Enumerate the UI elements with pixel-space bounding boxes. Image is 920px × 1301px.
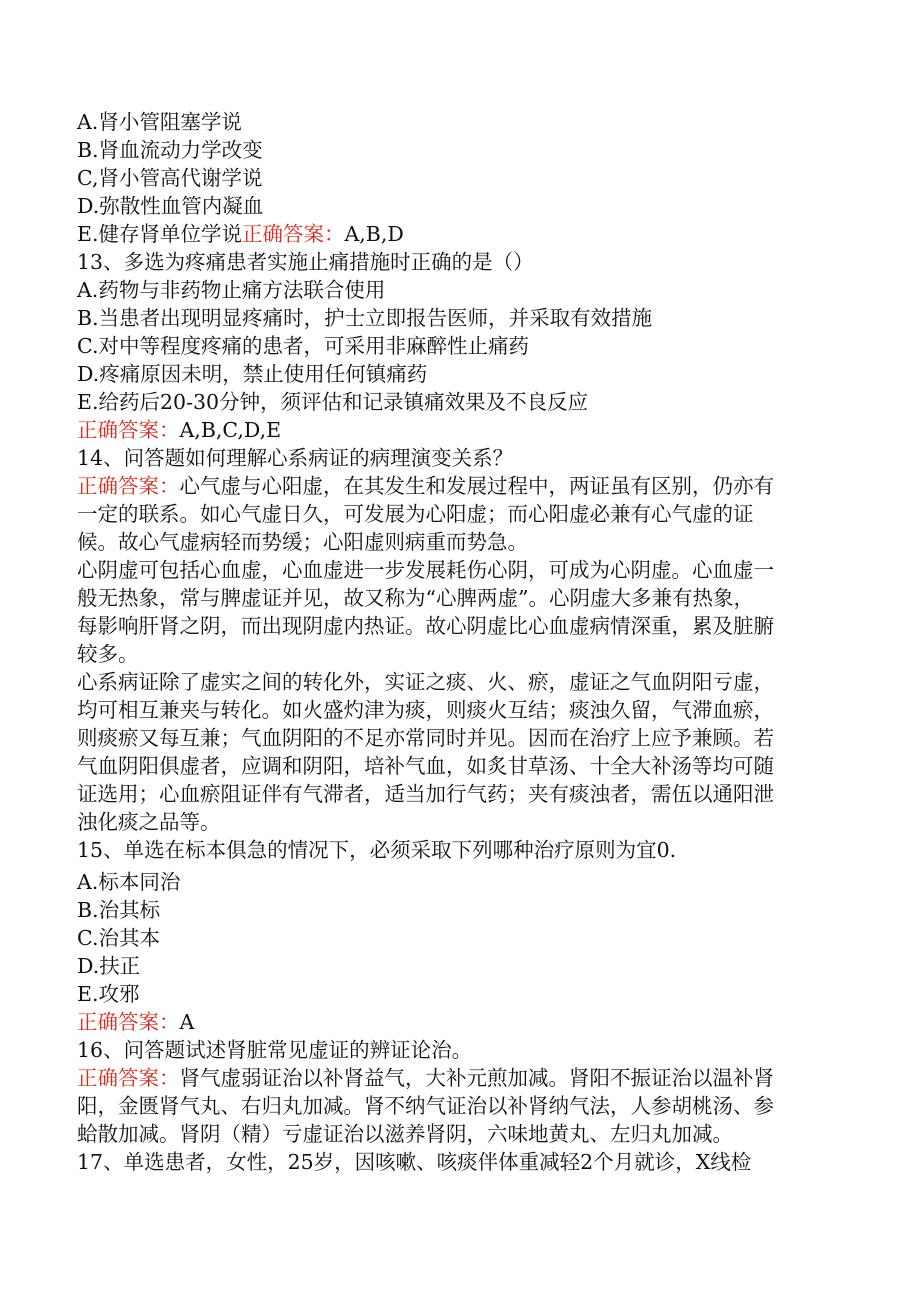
q13-answer-label: 正确答案： [77, 418, 180, 442]
q15-option-e: E.攻邪 [77, 982, 140, 1006]
q14-answer-text-1: 心气虚与心阳虚，在其发生和发展过程中，两证虽有区别，仍亦有 [179, 474, 774, 498]
q14-para3-line-6: 浊化痰之品等。 [77, 810, 221, 834]
q16-answer-line-1 [77, 1064, 837, 1092]
q14-para3-line-5: 证选用；心血瘀阻证伴有气滞者，适当加行气药；夹有痰浊者，需伍以通阳泄 [77, 782, 774, 806]
q14-para3-line-3: 则痰瘀又每互兼；气血阴阳的不足亦常同时并见。因而在治疗上应予兼顾。若 [77, 726, 774, 750]
q12-option-b: B.肾血流动力学改变 [77, 138, 263, 162]
q15-answer-value: A [179, 1010, 195, 1034]
q14-answer-line-2: 一定的联系。如心气虚日久，可发展为心阳虚；而心阳虚必兼有心气虚的证 [77, 502, 754, 526]
q14-para3-line-2: 均可相互兼夹与转化。如火盛灼津为痰，则痰火互结；痰浊久留，气滞血瘀， [77, 698, 774, 722]
q16-answer-line-2: 阳，金匮肾气丸、右归丸加减。肾不纳气证治以补肾纳气法，人参胡桃汤、参 [77, 1094, 774, 1118]
q12-answer-label: 正确答案： [241, 222, 345, 246]
q16-answer-line-3: 蛤散加减。肾阴（精）亏虚证治以滋养肾阴，六味地黄丸、左归丸加减。 [77, 1122, 733, 1146]
q15-answer [77, 1008, 837, 1036]
q12-option-e-line [77, 220, 837, 248]
q13-answer-value: A,B,C,D,E [179, 418, 282, 442]
q14-para2-line-4: 较多。 [77, 642, 139, 666]
q13-option-e: E.给药后20-30分钟，须评估和记录镇痛效果及不良反应 [77, 390, 589, 414]
q14-para2-line-1: 心阴虚可包括心血虚，心血虚进一步发展耗伤心阴，可成为心阴虚。心血虚一 [77, 558, 774, 582]
q15-option-a: A.标本同治 [77, 870, 181, 894]
q14-answer-label: 正确答案： [77, 474, 180, 498]
q15-option-c: C.治其本 [77, 926, 160, 950]
q16-answer-label: 正确答案： [77, 1066, 180, 1090]
q12-option-a: A.肾小管阻塞学说 [77, 110, 242, 134]
q13-title: 13、多选为疼痛患者实施止痛措施时正确的是（） [77, 250, 534, 274]
q14-answer-line-1 [77, 472, 837, 500]
q13-option-b: B.当患者出现明显疼痛时，护士立即报告医师，并采取有效措施 [77, 306, 653, 330]
q15-option-b: B.治其标 [77, 898, 161, 922]
q13-option-d: D.疼痛原因未明，禁止使用任何镇痛药 [77, 362, 428, 386]
q14-para3-line-1: 心系病证除了虚实之间的转化外，实证之痰、火、瘀，虚证之气血阴阳亏虚， [77, 670, 774, 694]
q16-answer-text-1: 肾气虚弱证治以补肾益气，大补元煎加减。肾阳不振证治以温补肾 [179, 1066, 774, 1090]
q15-title: 15、单选在标本俱急的情况下，必须采取下列哪种治疗原则为宜0. [77, 838, 677, 862]
q14-para2-line-3: 每影响肝肾之阴，而出现阴虚内热证。故心阴虚比心血虚病情深重，累及脏腑 [77, 614, 774, 638]
q15-option-d: D.扶正 [77, 954, 141, 978]
q13-option-a: A.药物与非药物止痛方法联合使用 [77, 278, 386, 302]
q12-option-c: C,肾小管高代谢学说 [77, 166, 263, 190]
q16-title: 16、问答题试述肾脏常见虚证的辨证论治。 [77, 1038, 473, 1062]
q12-answer-value: A,B,D [344, 222, 404, 246]
q14-title: 14、问答题如何理解心系病证的病理演变关系？ [77, 446, 514, 470]
q12-option-e: E.健存肾单位学说 [77, 222, 242, 246]
q13-answer [77, 416, 837, 444]
q12-option-d: D.弥散性血管内凝血 [77, 194, 264, 218]
q15-answer-label: 正确答案： [77, 1010, 180, 1034]
q13-option-c: C.对中等程度疼痛的患者，可采用非麻醉性止痛药 [77, 334, 529, 358]
q17-title: 17、单选患者，女性，25岁，因咳嗽、咳痰伴体重减轻2个月就诊，X线检 [77, 1150, 752, 1174]
q14-para2-line-2: 般无热象，常与脾虚证并见，故又称为“心脾两虚”。心阴虚大多兼有热象， [77, 586, 754, 610]
q14-answer-line-3: 候。故心气虚病轻而势缓；心阳虚则病重而势急。 [77, 530, 528, 554]
q14-para3-line-4: 气血阴阳俱虚者，应调和阴阳，培补气血，如炙甘草汤、十全大补汤等均可随 [77, 754, 774, 778]
